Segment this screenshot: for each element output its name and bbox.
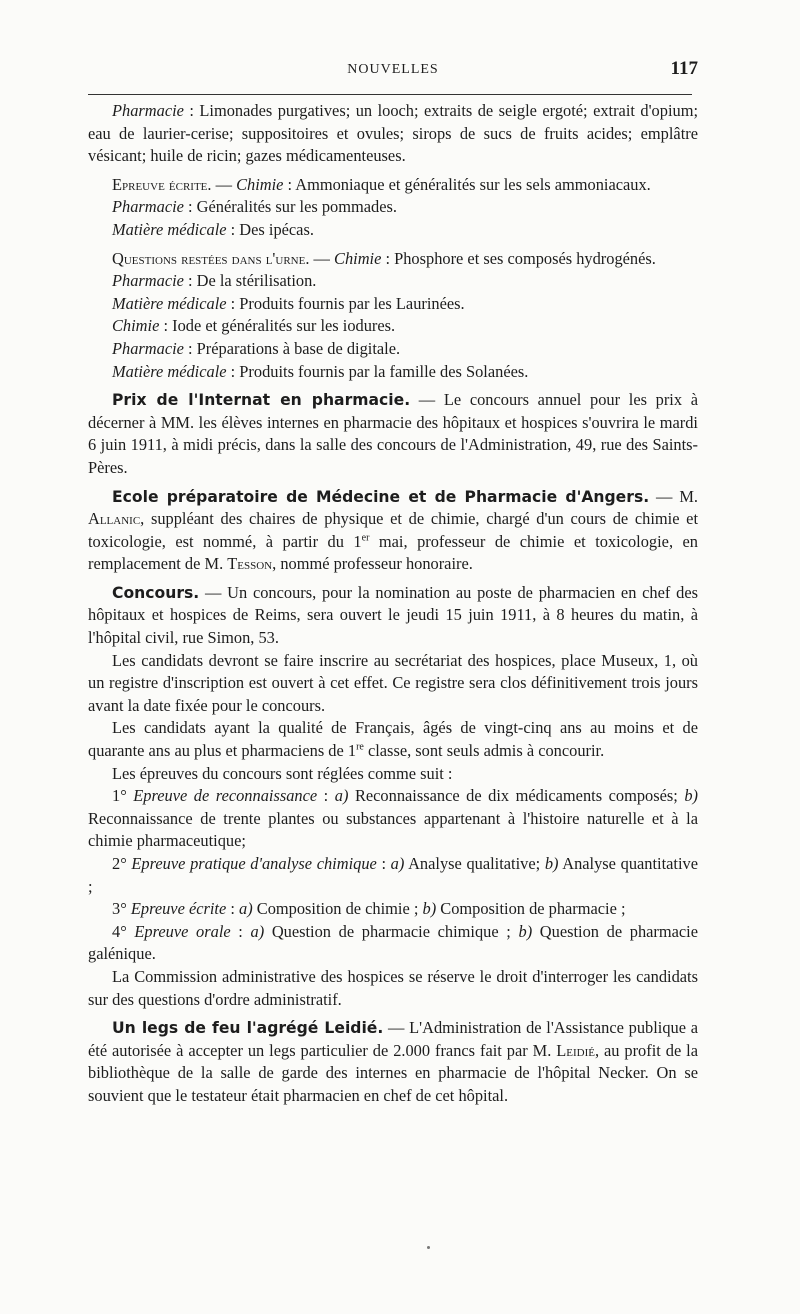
item-letter: a) (390, 854, 405, 873)
dash: — (309, 248, 335, 268)
section-heading: Epreuve écrite. (112, 174, 212, 194)
item-number: 4° (112, 921, 135, 941)
concours-conditions-paragraph (88, 717, 698, 762)
news-text: , nommé professeur honoraire. (272, 554, 473, 574)
item-letter: a) (250, 921, 265, 941)
section-heading: Questions restées dans l'urne. (112, 248, 310, 268)
item-number: 2° (112, 854, 132, 873)
news-text: Reconnaissance de trente plantes ou substances appartenant à l'histoire naturelle et à la chimie pharmaceutique; (88, 808, 698, 851)
epreuve-item (88, 898, 698, 921)
news-text: M. (679, 486, 698, 506)
subject-text: : Produits fournis par les Laurinées. (226, 293, 465, 313)
epreuve-ecrite-paragraph (88, 174, 698, 197)
news-text: Composition de pharmacie ; (436, 899, 626, 919)
subject-text: : Des ipécas. (226, 219, 314, 239)
subject-label: Chimie (112, 316, 160, 336)
item-letter: a) (239, 899, 253, 919)
news-text: : (376, 854, 391, 873)
news-text: : (230, 921, 251, 941)
epreuve-title: Epreuve écrite (130, 899, 227, 919)
subject-text: : Préparations à base de digitale. (183, 338, 401, 358)
subject-line (88, 338, 698, 361)
news-text: Analyse qualitative; (404, 854, 545, 873)
news-text: — Le concours annuel pour les prix à décerner à MM. les élèves internes en pharmacie des hôpitaux et hospices s'ouvrira le mardi 6 juin 1911, à midi précis, dans la salle des concours de l'Administration, 49, rue des Saints-Pères. (88, 390, 698, 477)
subject-label: Matière médicale (112, 219, 227, 239)
subject-label: Pharmacie (112, 271, 184, 291)
page-body (88, 100, 698, 1108)
subject-line (88, 196, 698, 219)
news-text: Question de pharmacie chimique ; (264, 921, 519, 941)
news-text: Les candidats ayant la qualité de Français, âgés de vingt-cinq ans au moins et de quarante ans au plus et pharmaciens de 1 (88, 718, 698, 761)
concours-epreuves-intro: Les épreuves du concours sont réglées comme suit : (112, 763, 453, 783)
subject-text: : Iode et généralités sur les iodures. (159, 316, 396, 336)
running-title: NOUVELLES (347, 62, 439, 77)
news-title: Concours. (112, 583, 200, 602)
subject-line (88, 270, 698, 293)
person-name: Allanic (88, 509, 141, 529)
ecole-angers-paragraph (88, 486, 698, 576)
subject-line (88, 361, 698, 384)
dash: — (649, 486, 680, 506)
epreuve-title: Epreuve orale (134, 921, 231, 941)
concours-paragraph (88, 582, 698, 650)
news-text: classe, sont seuls admis à concourir. (363, 741, 605, 761)
item-number: 1° (112, 786, 134, 806)
news-text: mai, professeur de chimie et toxicologie, en remplacement de M. (88, 531, 699, 574)
item-number: 3° (112, 899, 131, 919)
news-text: Question de pharmacie galénique. (88, 921, 698, 964)
prix-internat-paragraph (88, 389, 698, 479)
legs-leidie-paragraph (88, 1017, 698, 1107)
subject-text: : Généralités sur les pommades. (183, 197, 397, 217)
dash: — (211, 174, 237, 194)
epreuve-item (88, 785, 698, 853)
subject-line (88, 315, 698, 338)
subject-label: Pharmacie (112, 338, 184, 358)
page-header (88, 58, 698, 88)
epreuve-title: Epreuve de reconnaissance (133, 786, 318, 806)
subject-text: : Limonades purgatives; un looch; extraits de seigle ergoté; extrait d'opium; eau de laurier-cerise; suppositoires et ovules; sirops de sucs de fruits acides; emplâtre vésicant; huile de ricin; gazes médicamenteuses. (88, 101, 698, 166)
person-name: Tesson (227, 554, 273, 574)
item-letter: b) (544, 854, 559, 873)
subject-text: : De la stérilisation. (183, 271, 317, 291)
news-text: Analyse quantitative ; (88, 854, 698, 896)
news-text: — Un concours, pour la nomination au poste de pharmacien en chef des hôpitaux et hospices de Reims, sera ouvert le jeudi 15 juin 1911, à 8 heures du matin, à l'hôpital civil, rue Simon, 53. (88, 582, 698, 648)
header-rule (88, 94, 692, 95)
questions-urne-paragraph (88, 248, 698, 271)
subject-label: Matière médicale (112, 361, 227, 381)
subject-label: Matière médicale (112, 293, 227, 313)
item-letter: b) (518, 921, 533, 941)
superscript: re (356, 741, 364, 753)
news-text: : (317, 786, 335, 806)
subject-text: : Produits fournis par la famille des Solanées. (226, 361, 529, 381)
news-text: , au profit de la bibliothèque de la salle de garde des internes en pharmacie de l'hôpital Necker. On se souvient que le testateur était pharmacien en chef de cet hôpital. (88, 1040, 698, 1105)
page-number: 117 (670, 58, 698, 79)
item-letter: b) (422, 899, 437, 919)
news-text: : (226, 899, 240, 919)
superscript: er (361, 532, 370, 544)
news-text: — L'Administration de l'Assistance publique a été autorisée à accepter un legs particulier de 2.000 francs fait par M. (88, 1018, 698, 1060)
epreuve-item (88, 921, 698, 966)
epreuve-item (88, 853, 698, 898)
subject-label: Pharmacie (112, 197, 184, 217)
subject-line (88, 293, 698, 316)
subject-label: Chimie (334, 248, 382, 268)
subject-text: : Ammoniaque et généralités sur les sels ammoniacaux. (283, 174, 651, 194)
subject-label: Chimie (236, 174, 284, 194)
subject-text: : Phosphore et ses composés hydrogénés. (381, 248, 656, 268)
exam-pharmacie-paragraph (88, 100, 698, 168)
news-title: Un legs de feu l'agrégé Leidié. (112, 1019, 384, 1038)
concours-commission-paragraph: La Commission administrative des hospices se réserve le droit d'interroger les candidats sur des questions d'ordre administratif. (88, 966, 698, 1009)
news-text: Composition de chimie ; (252, 899, 423, 919)
subject-line (88, 219, 698, 242)
concours-inscription-paragraph: Les candidats devront se faire inscrire au secrétariat des hospices, place Museux, 1, où un registre d'inscription est ouvert à cet effet. Ce registre sera clos définitivement trois jours avant la date fixée pour le concours. (88, 650, 698, 715)
news-title: Ecole préparatoire de Médecine et de Pharmacie d'Angers. (112, 487, 650, 506)
news-text: Reconnaissance de dix médicaments composés; (348, 786, 685, 806)
news-text: , suppléant des chaires de physique et de chimie, chargé d'un cours de chimie et toxicologie, est nommé, à partir du 1 (88, 509, 698, 551)
news-title: Prix de l'Internat en pharmacie. (112, 391, 411, 410)
epreuve-title: Epreuve pratique d'analyse chimique (131, 854, 377, 873)
person-name: Leidié (556, 1040, 595, 1060)
item-letter: b) (684, 786, 698, 806)
subject-label: Pharmacie (112, 101, 184, 120)
ink-speck (427, 1246, 430, 1249)
item-letter: a) (334, 786, 349, 806)
